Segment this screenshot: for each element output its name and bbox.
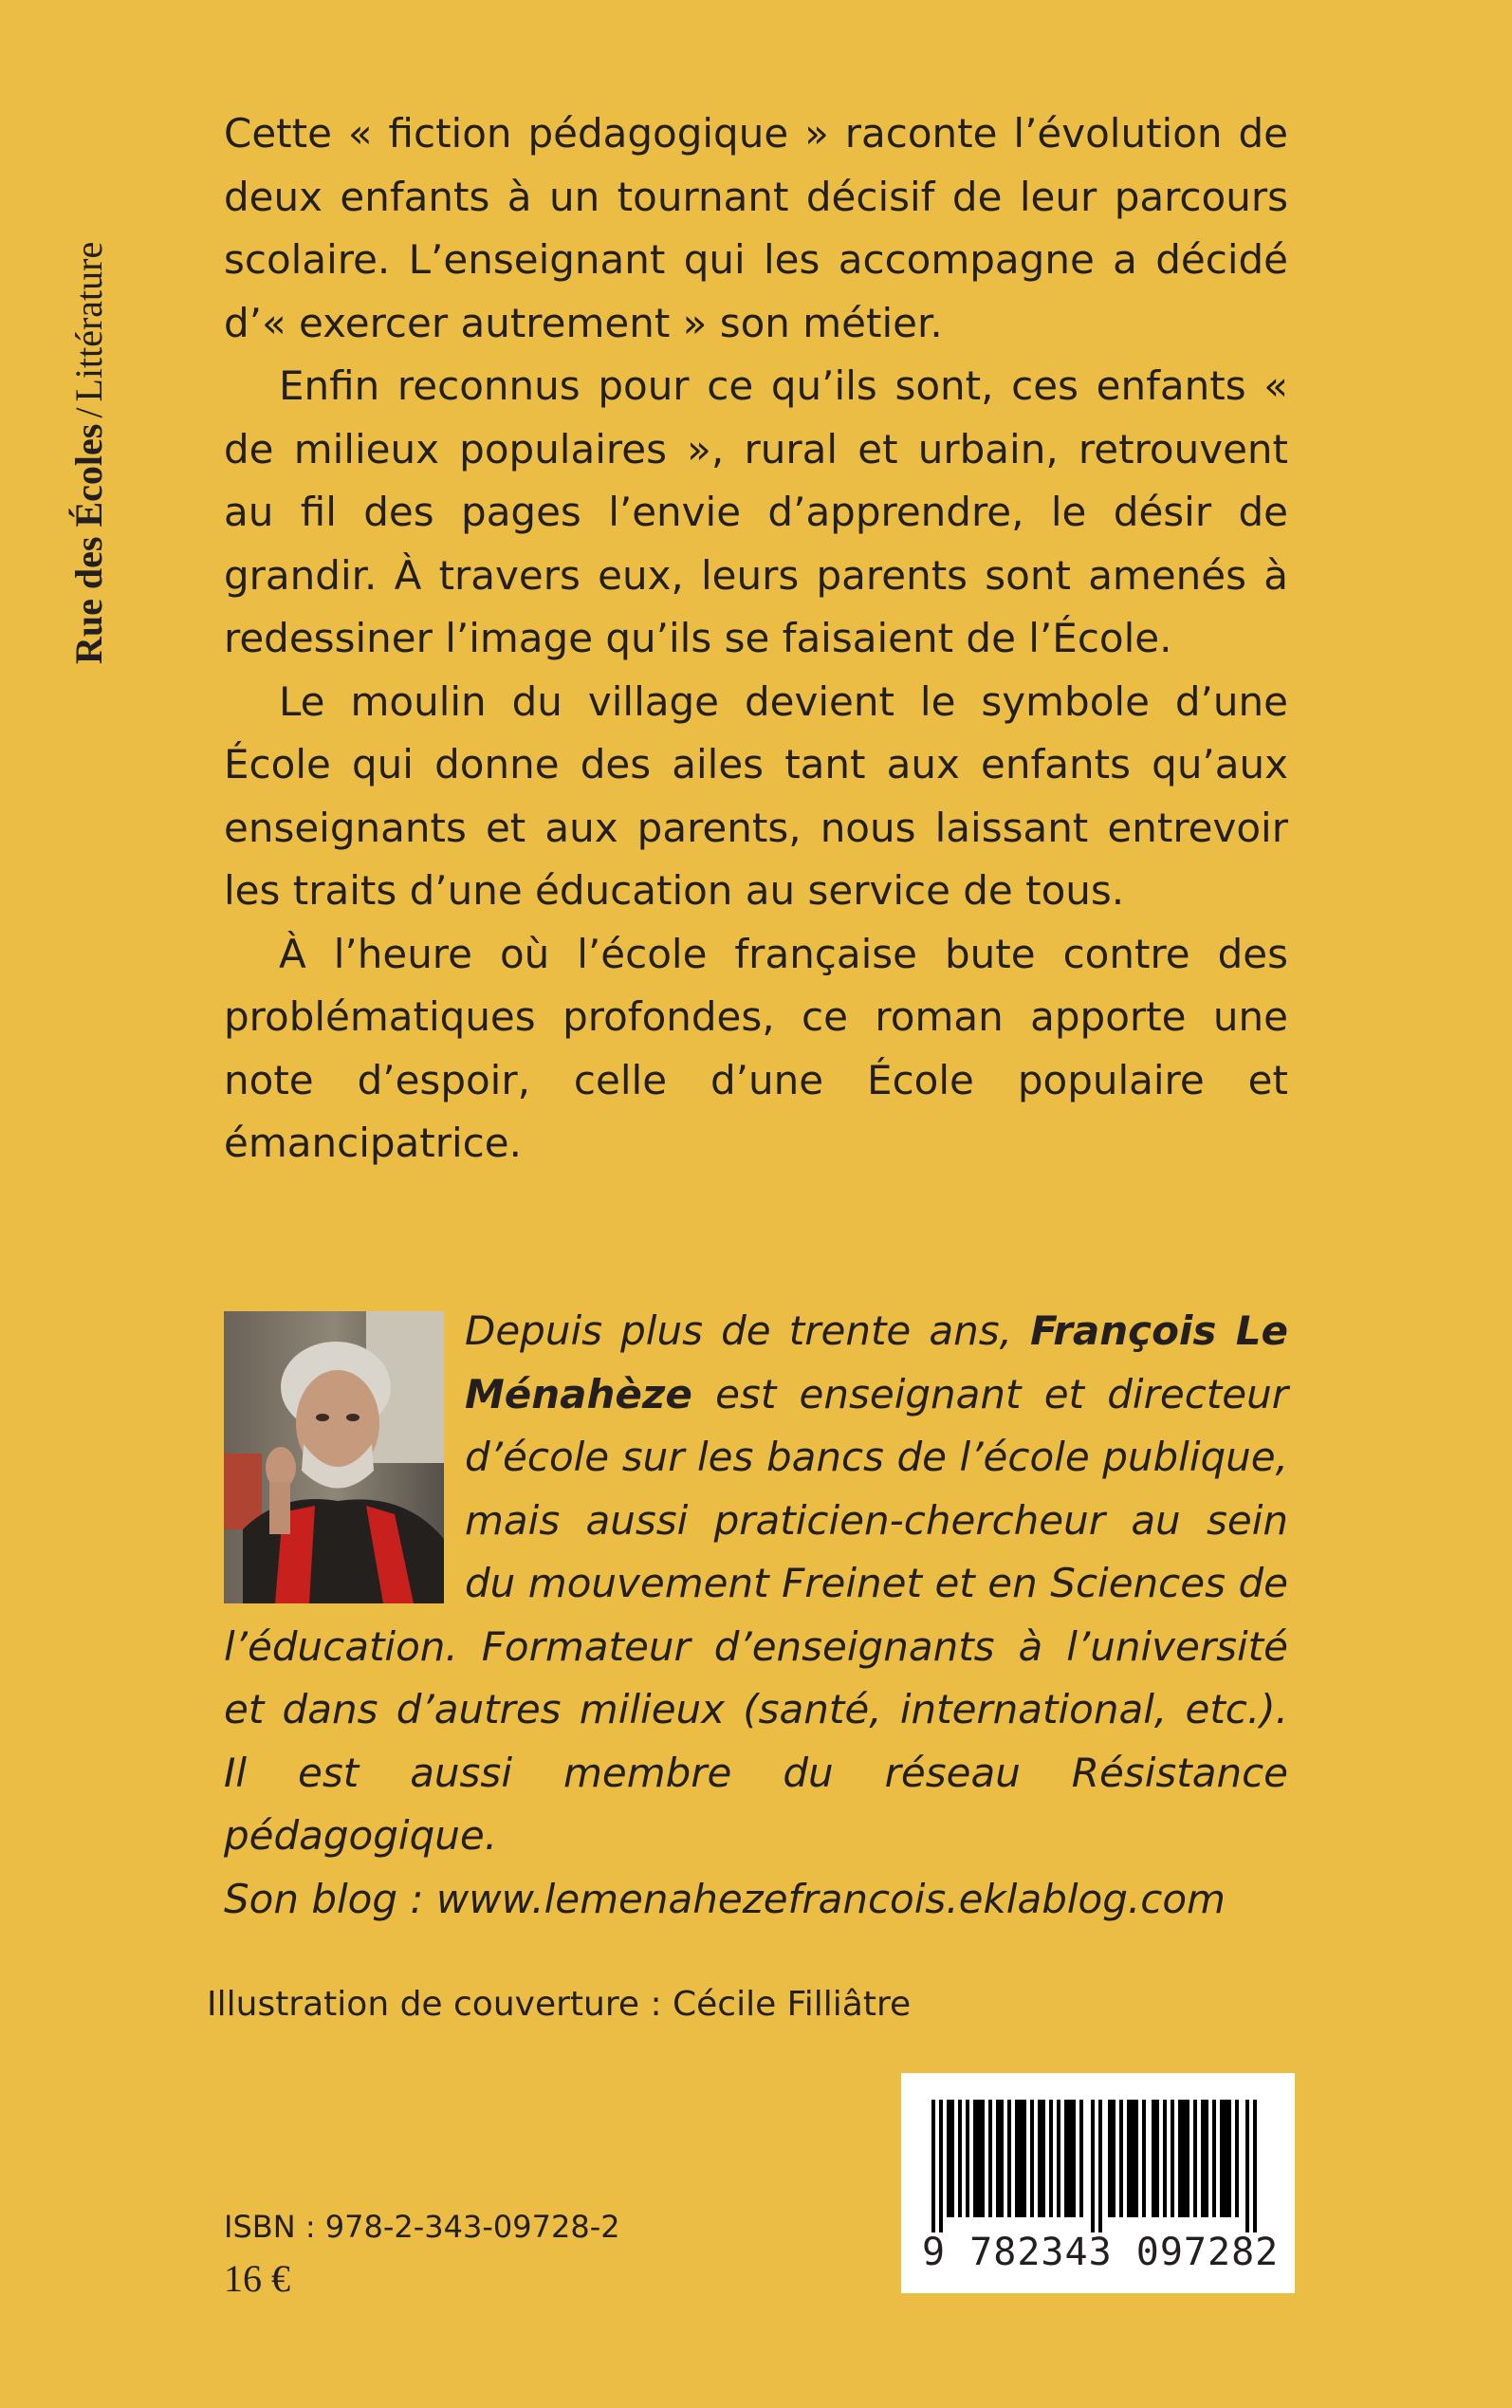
spine-series: Rue des Écoles bbox=[67, 423, 110, 664]
barcode-number: 9 782343 097282 bbox=[922, 2231, 1280, 2274]
author-description: est enseignant et directeur d’école sur les bancs de l’école publique, mais aussi praticien-chercheur au sein du mouvement Freinet et en Sciences de l’éducation. Formateur d’enseignants à l’université et dans d’autres milieux (santé, international, etc.). Il est aussi membre du réseau Résistance pédagogique. bbox=[224, 1370, 1288, 1859]
author-photo bbox=[224, 1311, 444, 1603]
price: 16 € bbox=[224, 2257, 290, 2300]
spine-separator: / bbox=[67, 407, 110, 418]
isbn: ISBN : 978-2-343-09728-2 bbox=[224, 2209, 620, 2245]
illustration-credit: Illustration de couverture : Cécile Filliâtre bbox=[207, 1985, 912, 2024]
summary-paragraph: Cette « fiction pédagogique » raconte l’évolution de deux enfants à un tournant décisif de leur parcours scolaire. L’enseignant qui les accompagne a décidé d’« exercer autrement » son métier. bbox=[224, 110, 1288, 346]
summary-paragraph: À l’heure où l’école française bute contre des problématiques profondes, ce roman apporte une note d’espoir, celle d’une École populaire et émancipatrice. bbox=[224, 930, 1288, 1166]
spine-title bbox=[66, 242, 111, 664]
summary-text bbox=[224, 102, 1288, 1176]
summary-paragraph: Enfin reconnus pour ce qu’ils sont, ces enfants « de milieux populaires », rural et urbain, retrouvent au fil des pages l’envie d’apprendre, le désir de grandir. À travers eux, leurs parents sont amenés à redessiner l’image qu’ils se faisaient de l’École. bbox=[224, 362, 1288, 661]
summary-paragraph: Le moulin du village devient le symbole d’une École qui donne des ailes tant aux enfants qu’aux enseignants et aux parents, nous laissant entrevoir les traits d’une éducation au service de tous. bbox=[224, 677, 1288, 914]
author-name: François Le Ménahèze bbox=[465, 1307, 1288, 1417]
author-bio bbox=[224, 1300, 1288, 1931]
barcode bbox=[901, 2073, 1295, 2293]
barcode-bars bbox=[931, 2100, 1264, 2232]
author-intro: Depuis plus de trente ans, bbox=[465, 1307, 1012, 1354]
spine-category: Littérature bbox=[67, 241, 110, 402]
author-blog: Son blog : www.lemenahezefrancois.eklablog.com bbox=[224, 1875, 1226, 1922]
